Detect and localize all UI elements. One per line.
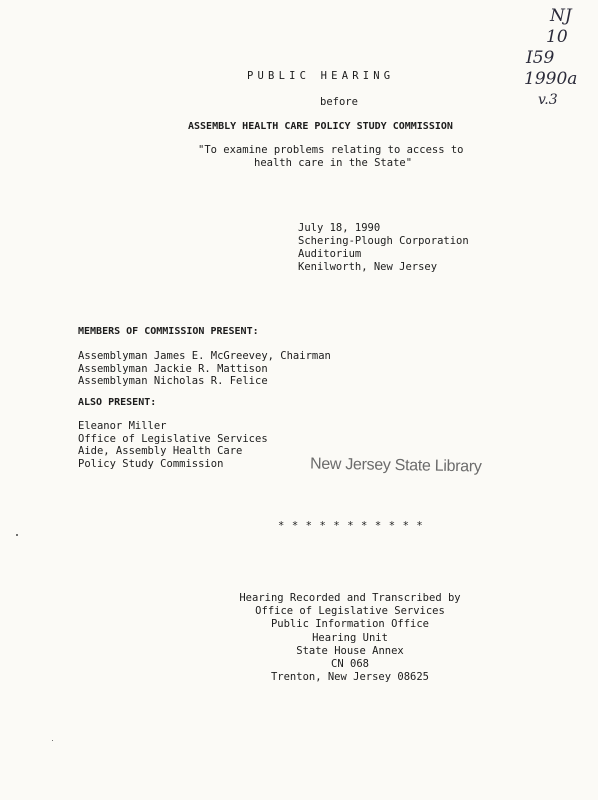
library-stamp: New Jersey State Library xyxy=(309,455,482,476)
handwritten-call-number xyxy=(520,6,590,111)
attendee-item: Eleanor Miller xyxy=(78,420,167,432)
hearing-purpose-line-2: health care in the State" xyxy=(254,157,413,169)
event-details xyxy=(298,222,469,274)
members-list xyxy=(78,350,331,388)
transcription-line: Public Information Office xyxy=(270,618,430,631)
also-present-heading: ALSO PRESENT: xyxy=(78,397,157,408)
call-number-line: 10 xyxy=(546,27,568,47)
member-item: Assemblyman Jackie R. Mattison xyxy=(78,362,268,375)
transcription-line: Office of Legislative Services xyxy=(255,605,445,618)
transcription-line: Trenton, New Jersey 08625 xyxy=(270,671,430,684)
paper-speck xyxy=(52,740,53,741)
venue-line-1: Schering-Plough Corporation xyxy=(298,235,469,247)
transcription-line: State House Annex xyxy=(296,644,404,657)
hearing-purpose-line-1: "To examine problems relating to access to xyxy=(198,144,464,156)
transcription-line: Hearing Recorded and Transcribed by xyxy=(239,592,461,604)
transcription-line: CN 068 xyxy=(331,658,369,671)
commission-name: ASSEMBLY HEALTH CARE POLICY STUDY COMMISSION xyxy=(188,121,453,132)
member-item: Assemblyman James E. McGreevey, Chairman xyxy=(78,350,331,362)
paper-speck xyxy=(16,534,18,536)
member-item: Assemblyman Nicholas R. Felice xyxy=(78,375,268,387)
before-label: before xyxy=(320,96,358,108)
transcription-info xyxy=(200,592,500,684)
call-number-line: v.3 xyxy=(538,92,558,108)
document-title: PUBLIC HEARING xyxy=(247,70,395,82)
call-number-line: NJ xyxy=(550,6,572,26)
call-number-line: I59 xyxy=(526,48,555,68)
attendee-item: Policy Study Commission xyxy=(78,457,224,470)
members-heading: MEMBERS OF COMMISSION PRESENT: xyxy=(78,326,259,337)
call-number-line: 1990a xyxy=(524,69,578,89)
section-separator: * * * * * * * * * * * xyxy=(278,520,424,532)
venue-location: Kenilworth, New Jersey xyxy=(298,261,438,273)
attendee-item: Office of Legislative Services xyxy=(78,432,268,445)
venue-line-2: Auditorium xyxy=(298,248,362,260)
hearing-date: July 18, 1990 xyxy=(298,222,381,234)
transcription-line: Hearing Unit xyxy=(312,631,388,644)
attendee-item: Aide, Assembly Health Care xyxy=(78,445,243,457)
also-present-list xyxy=(78,420,268,470)
